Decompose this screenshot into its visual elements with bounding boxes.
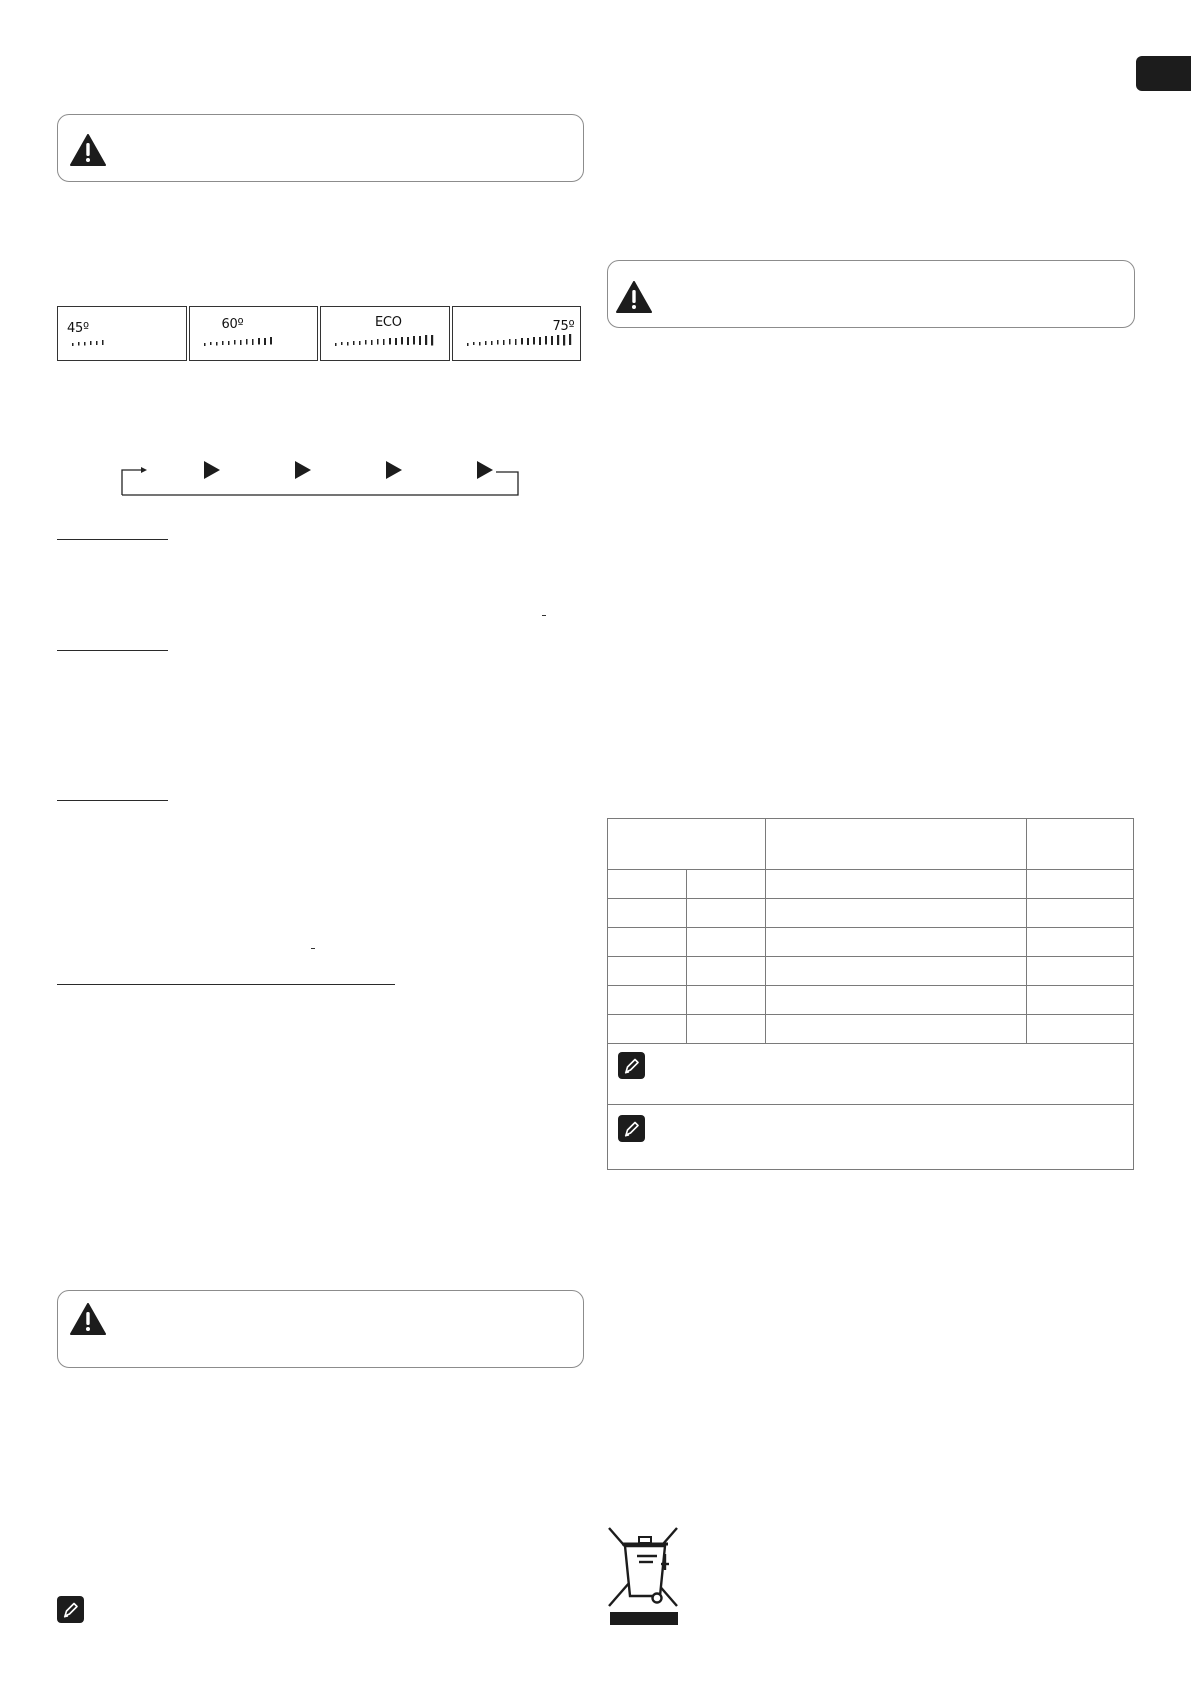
dot-arc-icon (321, 307, 449, 359)
program-label: 45º (67, 321, 89, 336)
table-row (608, 1015, 1134, 1044)
program-panel-45 (57, 306, 187, 361)
section-underline (57, 800, 168, 801)
pencil-note-icon (618, 1052, 645, 1079)
warning-box-bottom-left (57, 1290, 584, 1368)
language-tab (1136, 56, 1191, 91)
dot-arc-icon (453, 307, 581, 359)
program-cycle-diagram (118, 455, 523, 501)
table-row (608, 899, 1134, 928)
warning-triangle-icon (70, 134, 106, 166)
warning-triangle-icon (616, 281, 652, 313)
program-panel-eco (320, 306, 450, 361)
table-header-row (608, 819, 1134, 870)
play-arrow-icon (204, 461, 493, 479)
table-note-row (608, 1105, 1134, 1170)
table-header-cell (608, 819, 766, 870)
warning-triangle-icon (70, 1303, 106, 1335)
table-header-cell (1026, 819, 1133, 870)
warning-box-top-left (57, 114, 584, 182)
spec-table (607, 818, 1134, 1170)
dot-arc-icon (58, 307, 186, 359)
program-label: ECO (375, 315, 402, 330)
hyphen-mark (311, 948, 315, 949)
table-row (608, 870, 1134, 899)
hyphen-mark (542, 615, 546, 616)
pencil-note-icon (618, 1115, 645, 1142)
section-underline (57, 650, 168, 651)
table-row (608, 957, 1134, 986)
program-panel-60 (189, 306, 319, 361)
dot-arc-icon (190, 307, 318, 359)
section-underline (57, 539, 168, 540)
table-row (608, 986, 1134, 1015)
crossed-out-wheelie-bin-icon (605, 1526, 685, 1626)
table-note-row (608, 1044, 1134, 1105)
program-display-row (57, 306, 581, 361)
table-row (608, 928, 1134, 957)
pencil-note-icon (57, 1596, 84, 1623)
program-label: 60º (221, 317, 244, 332)
table-header-cell (765, 819, 1026, 870)
section-underline (57, 984, 395, 985)
program-label: 75º (552, 319, 575, 334)
warning-box-top-right (607, 260, 1135, 328)
program-panel-75 (452, 306, 582, 361)
